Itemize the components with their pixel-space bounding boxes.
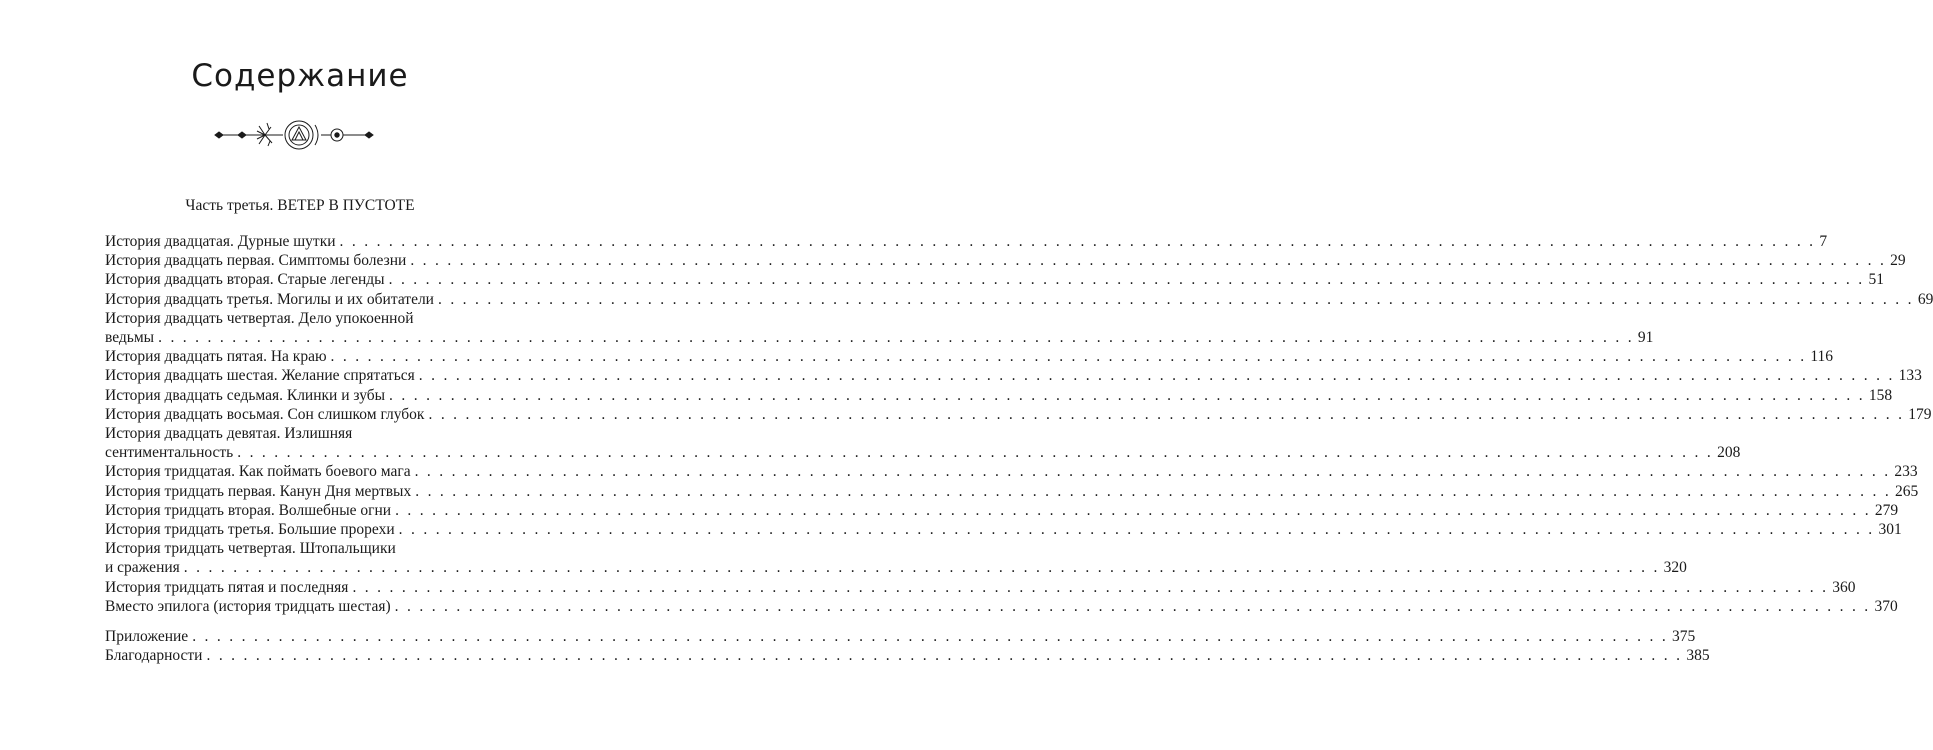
- toc-page-number: 279: [1874, 501, 1899, 519]
- toc-page-number: 51: [1868, 271, 1884, 289]
- dot-leader: . . . . . . . . . . . . . . . . . . . . . . . . . . . . . . . . . . . . . . . . . . . . . . . . . . . . . . . . . . . . . . . . . . . . . . . . . . . . . . . . . . . . . . . . . . . . . . . . . . . . . . . . . . . . . . . . . . . . . . . .: [414, 463, 1891, 481]
- toc-page-number: 7: [1819, 233, 1828, 250]
- toc-entry-title: сентиментальность: [105, 444, 234, 462]
- toc-entry-title: Приложение: [105, 628, 189, 646]
- toc-entry: [105, 520, 1902, 539]
- toc-entry: [105, 578, 1856, 597]
- dot-leader: . . . . . . . . . . . . . . . . . . . . . . . . . . . . . . . . . . . . . . . . . . . . . . . . . . . . . . . . . . . . . . . . . . . . . . . . . . . . . . . . . . . . . . . . . . . . . . . . . . . . . . . . . . . . . . . . . . . . . . . .: [237, 444, 1714, 462]
- section-spacer: [105, 616, 495, 627]
- dot-leader: . . . . . . . . . . . . . . . . . . . . . . . . . . . . . . . . . . . . . . . . . . . . . . . . . . . . . . . . . . . . . . . . . . . . . . . . . . . . . . . . . . . . . . . . . . . . . . . . . . . . . . . . . . . . . . . . . . . . . . . .: [206, 647, 1683, 665]
- toc-entry: [105, 232, 1828, 251]
- toc-entry-title: История двадцать третья. Могилы и их обитатели: [105, 290, 434, 308]
- toc-entry: [105, 405, 1932, 424]
- dot-leader: . . . . . . . . . . . . . . . . . . . . . . . . . . . . . . . . . . . . . . . . . . . . . . . . . . . . . . . . . . . . . . . . . . . . . . . . . . . . . . . . . . . . . . . . . . . . . . . . . . . . . . . . . . . . . . . . . . . . . . . .: [410, 252, 1887, 270]
- toc-entry-title: Вместо эпилога (история тридцать шестая): [105, 597, 391, 615]
- dot-leader: . . . . . . . . . . . . . . . . . . . . . . . . . . . . . . . . . . . . . . . . . . . . . . . . . . . . . . . . . . . . . . . . . . . . . . . . . . . . . . . . . . . . . . . . . . . . . . . . . . . . . . . . . . . . . . . . . . . . . . . .: [398, 521, 1875, 539]
- dot-leader: . . . . . . . . . . . . . . . . . . . . . . . . . . . . . . . . . . . . . . . . . . . . . . . . . . . . . . . . . . . . . . . . . . . . . . . . . . . . . . . . . . . . . . . . . . . . . . . . . . . . . . . . . . . . . . . . . . . . . . . .: [428, 405, 1905, 423]
- toc-entry-title: История двадцать восьмая. Сон слишком глубок: [105, 405, 425, 423]
- toc-page-number: 375: [1672, 628, 1696, 646]
- toc-entry: [105, 309, 1654, 347]
- dot-leader: . . . . . . . . . . . . . . . . . . . . . . . . . . . . . . . . . . . . . . . . . . . . . . . . . . . . . . . . . . . . . . . . . . . . . . . . . . . . . . . . . . . . . . . . . . . . . . . . . . . . . . . . . . . . . . . . . . . . . . . .: [418, 367, 1895, 385]
- toc-page-number: 179: [1908, 405, 1932, 423]
- toc-entry: [105, 366, 1922, 385]
- toc-page-number: 91: [1637, 329, 1654, 347]
- toc-entry: [105, 462, 1918, 481]
- toc-entry-title: История двадцать девятая. Излишняя: [105, 425, 353, 443]
- dot-leader: . . . . . . . . . . . . . . . . . . . . . . . . . . . . . . . . . . . . . . . . . . . . . . . . . . . . . . . . . . . . . . . . . . . . . . . . . . . . . . . . . . . . . . . . . . . . . . . . . . . . . . . . . . . . . . . . . . . . . . . .: [389, 386, 1865, 404]
- toc-entry-title: ведьмы: [105, 329, 155, 347]
- dot-leader: . . . . . . . . . . . . . . . . . . . . . . . . . . . . . . . . . . . . . . . . . . . . . . . . . . . . . . . . . . . . . . . . . . . . . . . . . . . . . . . . . . . . . . . . . . . . . . . . . . . . . . . . . . . . . . . . . . . . . . . .: [339, 233, 1816, 250]
- toc-entry: [105, 627, 1696, 646]
- toc-page-number: 133: [1898, 367, 1922, 385]
- dot-leader: . . . . . . . . . . . . . . . . . . . . . . . . . . . . . . . . . . . . . . . . . . . . . . . . . . . . . . . . . . . . . . . . . . . . . . . . . . . . . . . . . . . . . . . . . . . . . . . . . . . . . . . . . . . . . . . . . . . . . . . .: [437, 290, 1914, 308]
- toc-entry-title: История двадцать первая. Симптомы болезни: [105, 252, 407, 270]
- toc-page-number: 360: [1832, 578, 1856, 596]
- toc-entry: [105, 290, 1933, 309]
- toc-entry-title: История тридцать четвертая. Штопальщики: [105, 540, 396, 558]
- toc-entry-title: Благодарности: [105, 647, 203, 665]
- toc-entry-title: История двадцать пятая. На краю: [105, 348, 327, 366]
- toc-entry: [105, 386, 1893, 405]
- toc-page-number: 208: [1717, 444, 1741, 462]
- toc-entry-title: История двадцать шестая. Желание спрятаться: [105, 367, 415, 385]
- toc-entry: [105, 597, 1898, 616]
- toc-page-number: 69: [1917, 290, 1933, 308]
- dot-leader: . . . . . . . . . . . . . . . . . . . . . . . . . . . . . . . . . . . . . . . . . . . . . . . . . . . . . . . . . . . . . . . . . . . . . . . . . . . . . . . . . . . . . . . . . . . . . . . . . . . . . . . . . . . . . . . . . . . . . . . .: [330, 348, 1807, 366]
- toc-entry: [105, 251, 1906, 270]
- toc-entry-title: История тридцатая. Как поймать боевого мага: [105, 463, 411, 481]
- toc-page-number: 320: [1663, 559, 1687, 577]
- toc-page-number: 385: [1686, 647, 1710, 665]
- toc-page-number: 158: [1868, 386, 1893, 404]
- toc-page-number: 301: [1878, 521, 1902, 539]
- ornamental-divider-icon: [213, 117, 389, 153]
- toc-entry-title: История тридцать первая. Канун Дня мертвых: [105, 482, 412, 500]
- toc-entry-title: История двадцать вторая. Старые легенды: [105, 271, 385, 289]
- toc-entry-title: История двадцать четвертая. Дело упокоенной: [105, 309, 414, 327]
- table-of-contents: [105, 232, 1933, 665]
- toc-page-number: 370: [1874, 597, 1898, 615]
- toc-entry: [105, 424, 1741, 462]
- toc-entry-title: История тридцать третья. Большие прорехи: [105, 521, 395, 539]
- toc-page-number: 29: [1890, 252, 1906, 270]
- toc-entry: [105, 482, 1919, 501]
- dot-leader: . . . . . . . . . . . . . . . . . . . . . . . . . . . . . . . . . . . . . . . . . . . . . . . . . . . . . . . . . . . . . . . . . . . . . . . . . . . . . . . . . . . . . . . . . . . . . . . . . . . . . . . . . . . . . . . . . . . . . . . .: [394, 597, 1871, 615]
- toc-entry: [105, 646, 1710, 665]
- page-title: Содержание: [191, 58, 409, 94]
- toc-entry: [105, 501, 1899, 520]
- toc-page-number: 265: [1895, 482, 1919, 500]
- toc-entry: [105, 347, 1834, 366]
- dot-leader: . . . . . . . . . . . . . . . . . . . . . . . . . . . . . . . . . . . . . . . . . . . . . . . . . . . . . . . . . . . . . . . . . . . . . . . . . . . . . . . . . . . . . . . . . . . . . . . . . . . . . . . . . . . . . . . . . . . . . . . .: [395, 501, 1871, 519]
- toc-entry: [105, 270, 1884, 289]
- toc-page-number: 116: [1810, 348, 1834, 366]
- toc-entry-title: История тридцать пятая и последняя: [105, 578, 349, 596]
- dot-leader: . . . . . . . . . . . . . . . . . . . . . . . . . . . . . . . . . . . . . . . . . . . . . . . . . . . . . . . . . . . . . . . . . . . . . . . . . . . . . . . . . . . . . . . . . . . . . . . . . . . . . . . . . . . . . . . . . . . . . . . .: [158, 329, 1634, 347]
- toc-entry-title: История двадцать седьмая. Клинки и зубы: [105, 386, 386, 404]
- dot-leader: . . . . . . . . . . . . . . . . . . . . . . . . . . . . . . . . . . . . . . . . . . . . . . . . . . . . . . . . . . . . . . . . . . . . . . . . . . . . . . . . . . . . . . . . . . . . . . . . . . . . . . . . . . . . . . . . . . . . . . . .: [352, 578, 1829, 596]
- part-heading: Часть третья. ВЕТЕР В ПУСТОТЕ: [185, 197, 415, 214]
- toc-page-number: 233: [1894, 463, 1918, 481]
- dot-leader: . . . . . . . . . . . . . . . . . . . . . . . . . . . . . . . . . . . . . . . . . . . . . . . . . . . . . . . . . . . . . . . . . . . . . . . . . . . . . . . . . . . . . . . . . . . . . . . . . . . . . . . . . . . . . . . . . . . . . . . .: [415, 482, 1892, 500]
- toc-entry-title: История тридцать вторая. Волшебные огни: [105, 501, 392, 519]
- dot-leader: . . . . . . . . . . . . . . . . . . . . . . . . . . . . . . . . . . . . . . . . . . . . . . . . . . . . . . . . . . . . . . . . . . . . . . . . . . . . . . . . . . . . . . . . . . . . . . . . . . . . . . . . . . . . . . . . . . . . . . . .: [183, 559, 1660, 577]
- dot-leader: . . . . . . . . . . . . . . . . . . . . . . . . . . . . . . . . . . . . . . . . . . . . . . . . . . . . . . . . . . . . . . . . . . . . . . . . . . . . . . . . . . . . . . . . . . . . . . . . . . . . . . . . . . . . . . . . . . . . . . . .: [388, 271, 1865, 289]
- toc-entry-title: История двадцатая. Дурные шутки: [105, 233, 336, 250]
- dot-leader: . . . . . . . . . . . . . . . . . . . . . . . . . . . . . . . . . . . . . . . . . . . . . . . . . . . . . . . . . . . . . . . . . . . . . . . . . . . . . . . . . . . . . . . . . . . . . . . . . . . . . . . . . . . . . . . . . . . . . . . .: [192, 628, 1669, 646]
- toc-entry-title: и сражения: [105, 559, 180, 577]
- toc-entry: [105, 539, 1687, 577]
